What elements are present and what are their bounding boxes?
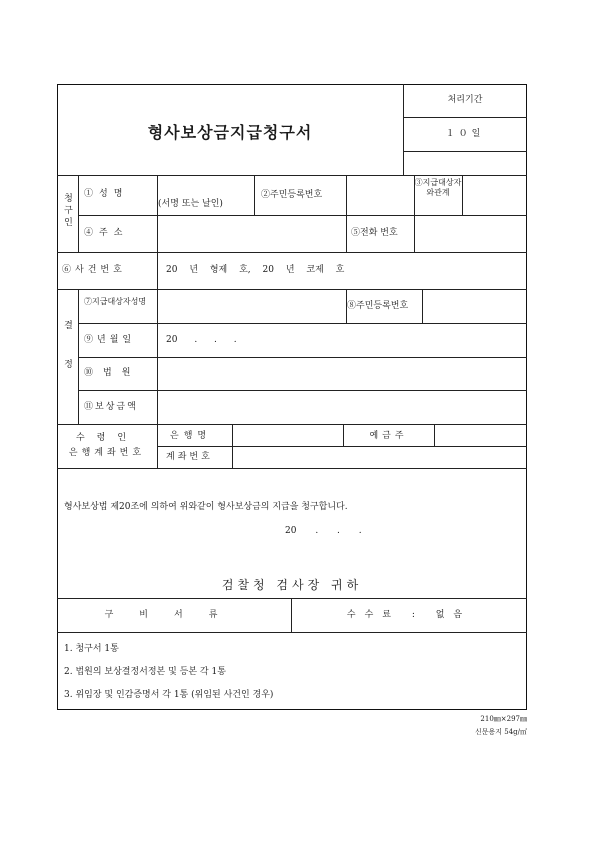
claimant-section-line xyxy=(78,175,79,252)
decision-date-value[interactable]: 20 . . . xyxy=(166,335,237,345)
fee-label: 수수료 : 없음 xyxy=(346,610,472,620)
account-holder-label: 예금주 xyxy=(369,431,408,441)
claimant-name-field[interactable] xyxy=(158,176,254,214)
paper-type-note: 신문용지 54g/㎡ xyxy=(474,728,527,736)
decision-row-1-line xyxy=(78,323,527,324)
target-name-label: ⑦지급대상자성명 xyxy=(84,297,147,306)
processing-divider xyxy=(403,117,527,118)
target-id-label: ⑧주민등록번호 xyxy=(347,301,409,311)
claimant-bottom-line xyxy=(57,252,527,253)
target-name-field[interactable] xyxy=(158,290,345,322)
case-number-label: ⑥사건번호 xyxy=(62,265,126,275)
decision-date-label: ⑨년월일 xyxy=(84,335,136,345)
account-bottom-line xyxy=(57,468,527,469)
claimant-address-label: ④주소 xyxy=(84,228,129,238)
documents-header-line xyxy=(57,632,527,633)
claimant-name-label: ①성명 xyxy=(84,189,129,199)
claimant-section-label: 청구인 xyxy=(62,193,72,229)
account-number-field[interactable] xyxy=(233,447,526,467)
account-holder-field[interactable] xyxy=(435,425,526,445)
claimant-id-label: ②주민등록번호 xyxy=(261,190,323,200)
processing-period-label: 처리기간 xyxy=(447,95,483,105)
processing-bottom-line xyxy=(403,151,527,152)
addressee: 검찰청 검사장 귀하 xyxy=(221,578,363,592)
id-label-left-line xyxy=(254,175,255,215)
account-number-label: 계좌번호 xyxy=(166,452,213,462)
amount-field[interactable] xyxy=(158,391,526,423)
statement-bottom-line xyxy=(57,598,527,599)
claimant-address-field[interactable] xyxy=(158,216,345,251)
case-number-value[interactable]: 20 년 형제 호, 20 년 코제 호 xyxy=(166,265,345,275)
claimant-phone-field[interactable] xyxy=(415,216,526,251)
claim-statement: 형사보상법 제20조에 의하여 위와같이 형사보상금의 지급을 청구합니다. xyxy=(64,502,348,512)
claim-date[interactable]: 20 . . . xyxy=(285,526,362,536)
form-title: 형사보상금지급청구서 xyxy=(147,123,313,142)
bank-name-field[interactable] xyxy=(233,425,342,445)
processing-period-value: １０일 xyxy=(445,129,485,139)
signature-hint: (서명 또는 날인) xyxy=(158,199,223,209)
decision-section-line xyxy=(78,289,79,424)
required-documents-header: 구비서류 xyxy=(104,610,244,620)
paper-size-note: 210㎜×297㎜ xyxy=(480,715,527,723)
header-bottom-line xyxy=(57,175,527,176)
relation-label: ③지급대상자와관계 xyxy=(414,178,462,197)
target-id-field[interactable] xyxy=(423,290,526,322)
bank-account-label: 은행계좌번호 xyxy=(68,448,146,458)
decision-section-label: 결정 xyxy=(62,320,72,398)
recipient-label: 수령인 xyxy=(75,433,139,443)
court-field[interactable] xyxy=(158,358,526,389)
document-item-2: 2. 법원의 보상결정서정본 및 등본 각 1통 xyxy=(64,667,226,677)
amount-label: ⑪보상금액 xyxy=(84,402,138,412)
claimant-id-field[interactable] xyxy=(347,176,413,214)
relation-field[interactable] xyxy=(463,176,526,214)
document-item-3: 3. 위임장 및 인감증명서 각 1통 (위임된 사건인 경우) xyxy=(64,690,274,700)
bank-name-label: 은행명 xyxy=(170,431,212,441)
court-label: ⑩법원 xyxy=(84,368,141,378)
document-item-1: 1. 청구서 1통 xyxy=(64,644,119,654)
claimant-phone-label: ⑤전화 번호 xyxy=(351,228,398,238)
